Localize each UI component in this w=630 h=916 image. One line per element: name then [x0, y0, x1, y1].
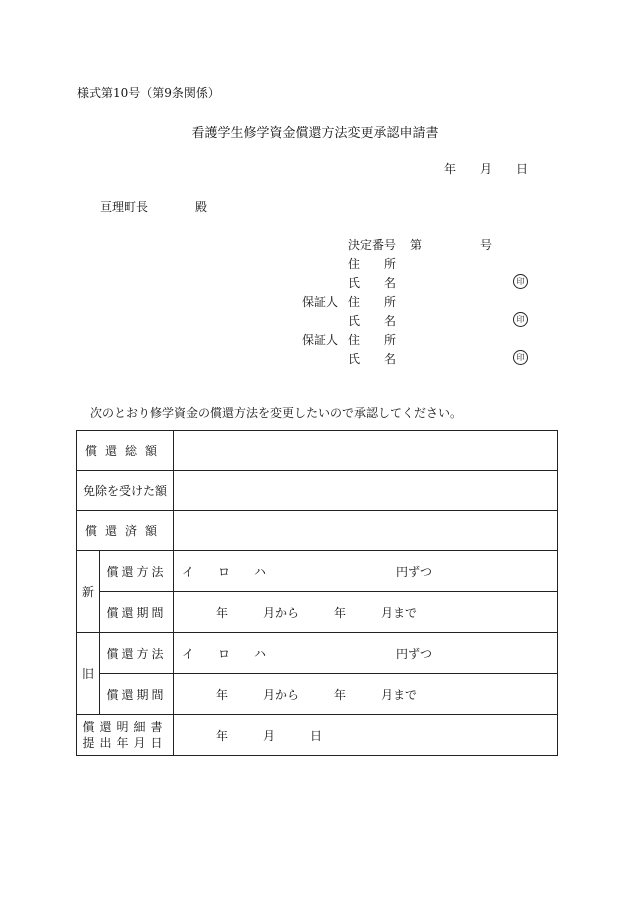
guarantor1-seal-mark: 印: [513, 312, 528, 327]
old-method-option-ha[interactable]: ハ: [254, 647, 267, 661]
old-method-option-i[interactable]: イ: [182, 647, 195, 661]
form-number: 様式第10号（第9条関係）: [77, 86, 220, 100]
applicant-name-label: 氏 名: [348, 276, 397, 290]
repaid-amount-field[interactable]: [174, 511, 558, 551]
statement-date-day: 日: [310, 729, 323, 743]
old-period-label: 償還期間: [100, 674, 174, 715]
decision-number-label: 決定番号: [348, 238, 397, 252]
statement-date-label-line1: 償還明細書: [82, 720, 168, 734]
exempt-amount-label: 免除を受けた額: [77, 471, 174, 511]
new-period-label: 償還期間: [100, 592, 174, 633]
repaid-amount-label: 償還済額: [77, 511, 174, 551]
old-method-field[interactable]: [174, 633, 558, 674]
table-row-old-method: [77, 633, 558, 674]
new-group-label: 新: [77, 551, 100, 633]
statement-date-label-line2: 提出年月日: [82, 736, 168, 750]
date-day-label: 日: [516, 162, 529, 176]
guarantor1-name-label: 氏 名: [348, 314, 397, 328]
old-period-end-month: 月まで: [381, 688, 418, 702]
new-method-option-ha[interactable]: ハ: [254, 565, 267, 579]
date-month-label: 月: [480, 162, 493, 176]
new-method-field[interactable]: [174, 551, 558, 592]
old-period-start-month: 月から: [263, 688, 300, 702]
new-method-unit: 円ずつ: [396, 565, 433, 579]
old-method-unit: 円ずつ: [396, 647, 433, 661]
table-row-statement-date: [77, 715, 558, 756]
statement-date-month: 月: [263, 729, 276, 743]
addressee: 亘理町長: [100, 200, 149, 214]
guarantor1-label: 保証人: [302, 295, 339, 309]
guarantor1-address-label: 住 所: [348, 295, 397, 309]
guarantor2-seal-mark: 印: [513, 350, 528, 365]
old-period-end-year: 年: [334, 688, 347, 702]
intro-statement: 次のとおり修学資金の償還方法を変更したいので承認してください。: [90, 406, 463, 420]
total-amount-field[interactable]: [174, 431, 558, 471]
table-row-total: [77, 431, 558, 471]
new-period-end-year: 年: [334, 606, 347, 620]
statement-date-year: 年: [216, 729, 229, 743]
table-row-repaid: [77, 511, 558, 551]
table-row-old-period: [77, 674, 558, 715]
applicant-address-label: 住 所: [348, 257, 397, 271]
exempt-amount-field[interactable]: [174, 471, 558, 511]
date-year-label: 年: [444, 162, 457, 176]
new-period-field[interactable]: [174, 592, 558, 633]
table-row-exempt: [77, 471, 558, 511]
applicant-seal-mark: 印: [513, 274, 528, 289]
old-method-option-ro[interactable]: ロ: [218, 647, 231, 661]
table-row-new-method: [77, 551, 558, 592]
new-method-option-ro[interactable]: ロ: [218, 565, 231, 579]
new-method-label: 償還方法: [100, 551, 174, 592]
guarantor2-name-label: 氏 名: [348, 352, 397, 366]
total-amount-label: 償還総額: [77, 431, 174, 471]
old-method-label: 償還方法: [100, 633, 174, 674]
old-group-label: 旧: [77, 633, 100, 715]
honorific: 殿: [195, 200, 208, 214]
guarantor2-address-label: 住 所: [348, 333, 397, 347]
statement-date-label: [77, 715, 174, 756]
decision-number-suffix: 号: [480, 238, 493, 252]
guarantor2-label: 保証人: [302, 333, 339, 347]
old-period-start-year: 年: [216, 688, 229, 702]
statement-date-field[interactable]: [174, 715, 558, 756]
repayment-table: [76, 430, 558, 756]
document-title: 看護学生修学資金償還方法変更承認申請書: [191, 126, 439, 141]
decision-number-prefix: 第: [410, 238, 423, 252]
new-period-start-month: 月から: [263, 606, 300, 620]
table-row-new-period: [77, 592, 558, 633]
old-period-field[interactable]: [174, 674, 558, 715]
new-method-option-i[interactable]: イ: [182, 565, 195, 579]
new-period-start-year: 年: [216, 606, 229, 620]
new-period-end-month: 月まで: [381, 606, 418, 620]
